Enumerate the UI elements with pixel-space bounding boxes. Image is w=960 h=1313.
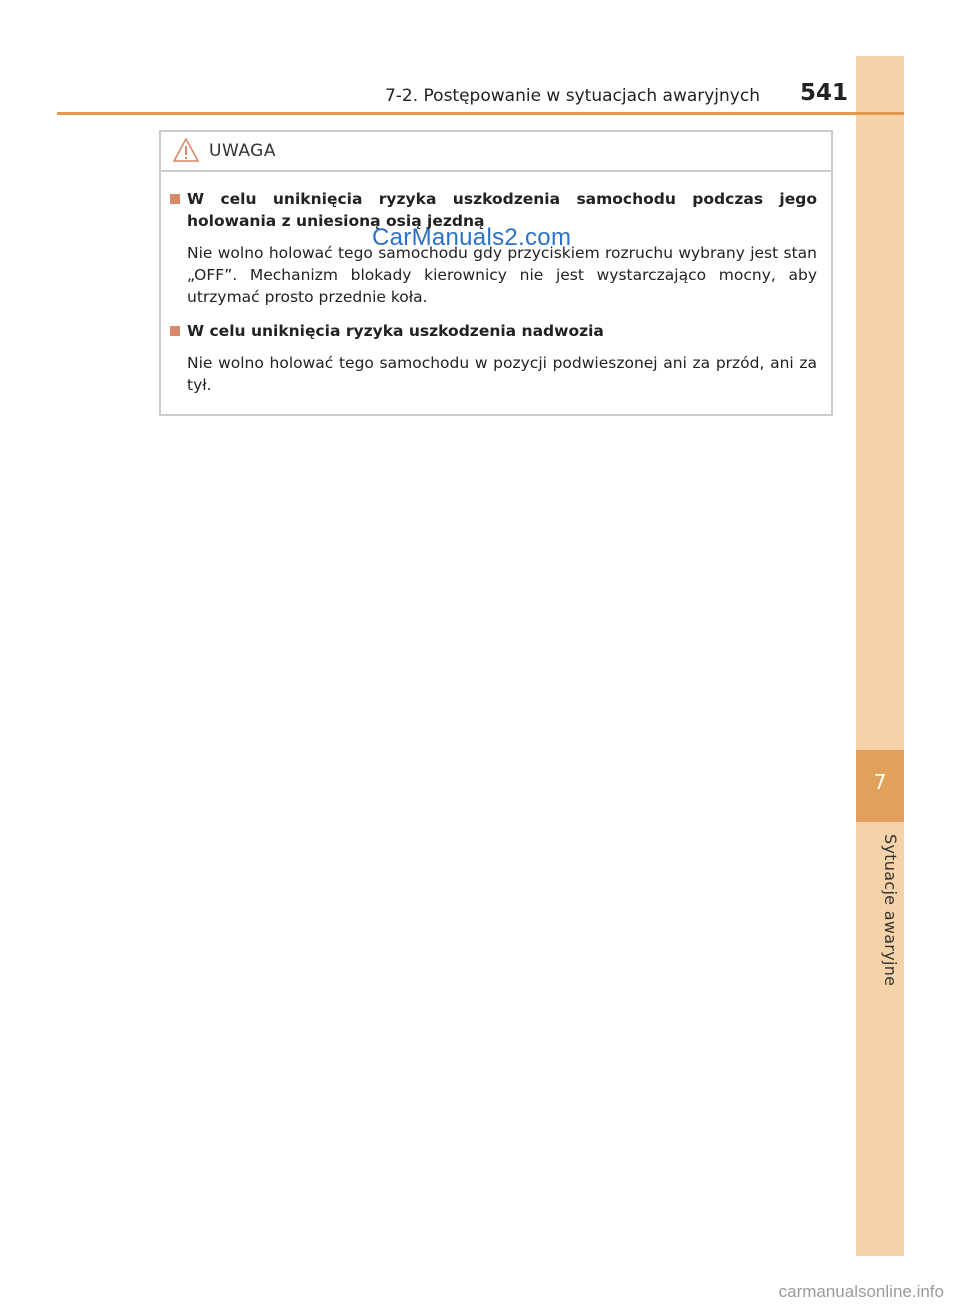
- warning-body: [161, 172, 831, 396]
- warning-item-heading-text: W celu uniknięcia ryzyka uszkodzenia nadwozia: [187, 322, 604, 340]
- page-number: 541: [800, 80, 849, 106]
- chapter-number: 7: [873, 770, 887, 794]
- warning-header: [161, 132, 831, 172]
- warning-item-text: Nie wolno holować tego samochodu gdy przyciskiem rozruchu wybrany jest stan „OFF”. Mechanizm blokady kierownicy nie jest wystarczająco mocny, aby utrzymać prosto przednie koła.: [187, 244, 817, 306]
- header-rule: [57, 112, 904, 115]
- chapter-label: Sytuacje awaryjne: [881, 833, 900, 987]
- square-bullet-icon: [170, 194, 180, 204]
- chapter-side-strip: [856, 56, 904, 1256]
- footer-site-mark: carmanualsonline.info: [778, 1282, 944, 1301]
- square-bullet-icon: [170, 326, 180, 336]
- warning-item-heading: [187, 320, 817, 342]
- warning-item-text: Nie wolno holować tego samochodu w pozycji podwieszonej ani za przód, ani za tył.: [187, 354, 817, 394]
- warning-item-heading-text: W celu uniknięcia ryzyka uszkodzenia samochodu podczas jego holowania z uniesioną osią jezdną: [187, 190, 817, 230]
- watermark: CarManuals2.com: [372, 224, 572, 251]
- warning-title: UWAGA: [209, 141, 276, 161]
- section-title: 7-2. Postępowanie w sytuacjach awaryjnych: [384, 86, 760, 106]
- warning-triangle-icon: [173, 138, 199, 162]
- warning-box: [159, 130, 833, 416]
